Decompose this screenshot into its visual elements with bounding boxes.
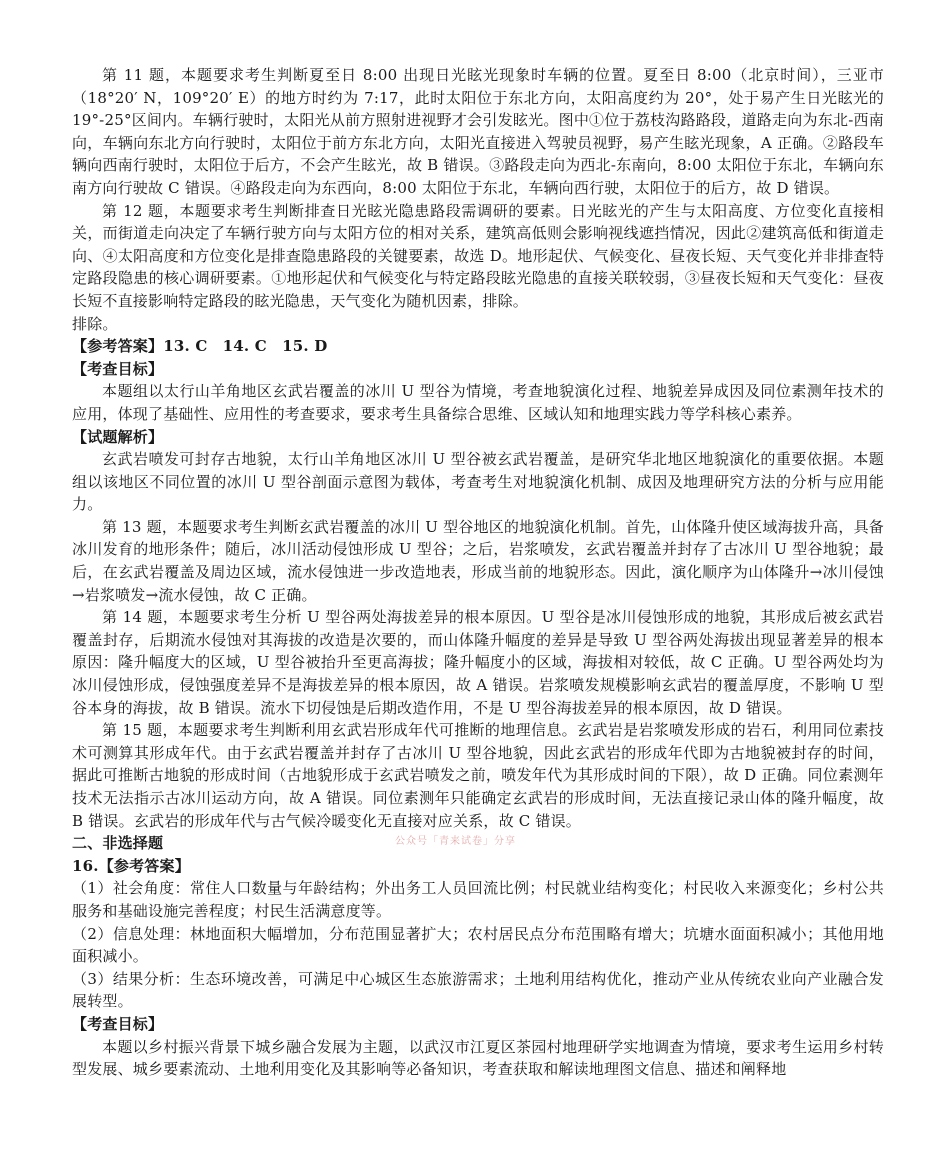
- answer-16-part-2: （2）信息处理：林地面积大幅增加，分布范围显著扩大；农村居民点分布范围略有增大；坑塘水面面积减小；其他用地面积减小。: [72, 924, 884, 966]
- section-2-heading: 二、非选择题: [72, 834, 164, 853]
- paragraph-q12-tail: 排除。: [72, 314, 118, 333]
- paragraph-q12: 第 12 题，本题要求考生判断排查日光眩光隐患路段需调研的要素。日光眩光的产生与太阳高度、方位变化直接相关，而街道走向决定了车辆行驶方向与太阳方位的相对关系，建筑高低则会影响视线遮挡情况，因此②建筑高低和街道走向、④太阳高度和方位变化是排查隐患路段的关键要素，故选 D。地形起伏、气候变化、昼夜长短、天气变化并非排查特定路段隐患的核心调研要素。①地形起伏和气候变化与特定路段眩光隐患的直接关联较弱，③昼夜长短和天气变化：昼夜长短不直接影响特定路段的眩光隐患，天气变化为随机因素，排除。: [72, 201, 884, 310]
- paragraph-analysis-intro: 玄武岩喷发可封存古地貌，太行山羊角地区冰川 U 型谷被玄武岩覆盖，是研究华北地区地貌演化的重要依据。本题组以该地区不同位置的冰川 U 型谷剖面示意图为载体，考查考生对地貌演化机制、成因及地理研究方法的分析与应用能力。: [72, 450, 884, 514]
- paragraph-q15: 第 15 题，本题要求考生判断利用玄武岩形成年代可推断的地理信息。玄武岩是岩浆喷发形成的岩石，利用同位素技术可测算其形成年代。由于玄武岩覆盖并封存了古冰川 U 型谷地貌，因此玄武岩的形成年代即为古地貌被封存的时间，据此可推断古地貌的形成时间（古地貌形成于玄武岩喷发之前，喷发年代为其形成时间的下限），故 D 正确。同位素测年技术无法指示古冰川运动方向，故 A 错误。同位素测年只能确定玄武岩的形成时间，无法直接记录山体的隆升幅度，故 B 错误。玄武岩的形成年代与古气候冷暖变化无直接对应关系，故 C 错误。: [72, 721, 884, 830]
- analysis-heading: 【试题解析】: [72, 427, 164, 446]
- answer-key-13-15: 【参考答案】13. C 14. C 15. D: [72, 337, 328, 356]
- document-page: [72, 64, 884, 1081]
- paragraph-q14: 第 14 题，本题要求考生分析 U 型谷两处海拔差异的根本原因。U 型谷是冰川侵蚀形成的地貌，其形成后被玄武岩覆盖封存，后期流水侵蚀对其海拔的改造是次要的，而山体隆升幅度的差异是导致 U 型谷两处海拔出现显著差异的根本原因：隆升幅度大的区域，U 型谷被抬升至更高海拔；隆升幅度小的区域，海拔相对较低，故 C 正确。U 型谷两处均为冰川侵蚀形成，侵蚀强度差异不是海拔差异的根本原因，故 A 错误。岩浆喷发规模影响玄武岩的覆盖厚度，不影响 U 型谷本身的海拔，故 B 错误。流水下切侵蚀是后期改造作用，不是 U 型谷海拔差异的根本原因，故 D 错误。: [72, 608, 884, 717]
- answer-key-16: 16.【参考答案】: [72, 856, 190, 875]
- paragraph-q11: 第 11 题，本题要求考生判断夏至日 8:00 出现日光眩光现象时车辆的位置。夏至日 8:00（北京时间），三亚市（18°20′ N，109°20′ E）的地方时约为 7:17，此时太阳位于东北方向，太阳高度约为 20°，处于易产生日光眩光的 19°-25°区间内。车辆行驶时，太阳光从前方照射进视野才会引发眩光。图中①位于荔枝沟路路段，道路走向为东北-西南向，车辆向东北方向行驶时，太阳位于前方东北方向，太阳光直接进入驾驶员视野，易产生眩光现象，A 正确。②路段车辆向西南行驶时，太阳位于后方，不会产生眩光，故 B 错误。③路段走向为西北-东南向，8:00 太阳位于东北，车辆向东南方向行驶故 C 错误。④路段走向为东西向，8:00 太阳位于东北，车辆向西行驶，太阳位于的后方，故 D 错误。: [72, 66, 884, 197]
- target-heading-1: 【考查目标】: [72, 359, 164, 378]
- paragraph-target-1: 本题组以太行山羊角地区玄武岩覆盖的冰川 U 型谷为情境，考查地貌演化过程、地貌差异成因及同位素测年技术的应用，体现了基础性、应用性的考查要求，要求考生具备综合思维、区域认知和地理实践力等学科核心素养。: [72, 382, 884, 423]
- paragraph-q13: 第 13 题，本题要求考生判断玄武岩覆盖的冰川 U 型谷地区的地貌演化机制。首先，山体隆升使区域海拔升高，具备冰川发育的地形条件；随后，冰川活动侵蚀形成 U 型谷；之后，岩浆喷发，玄武岩覆盖并封存了古冰川 U 型谷地貌；最后，在玄武岩覆盖及周边区域，流水侵蚀进一步改造地表，形成当前的地貌形态。因此，演化顺序为山体隆升→冰川侵蚀→岩浆喷发→流水侵蚀，故 C 正确。: [72, 517, 884, 604]
- paragraph-target-2: 本题以乡村振兴背景下城乡融合发展为主题，以武汉市江夏区茶园村地理研学实地调查为情境，要求考生运用乡村转型发展、城乡要素流动、土地利用变化及其影响等必备知识，考查获取和解读地理图文信息、描述和阐释地: [72, 1037, 884, 1079]
- answer-16-part-1: （1）社会角度：常住人口数量与年龄结构；外出务工人员回流比例；村民就业结构变化；村民收入来源变化；乡村公共服务和基础设施完善程度；村民生活满意度等。: [72, 879, 884, 920]
- watermark-text: 公众号「青来试卷」分享: [395, 836, 516, 847]
- target-heading-2: 【考查目标】: [72, 1014, 164, 1033]
- answer-16-part-3: （3）结果分析：生态环境改善，可满足中心城区生态旅游需求；土地利用结构优化，推动产业从传统农业向产业融合发展转型。: [72, 969, 884, 1011]
